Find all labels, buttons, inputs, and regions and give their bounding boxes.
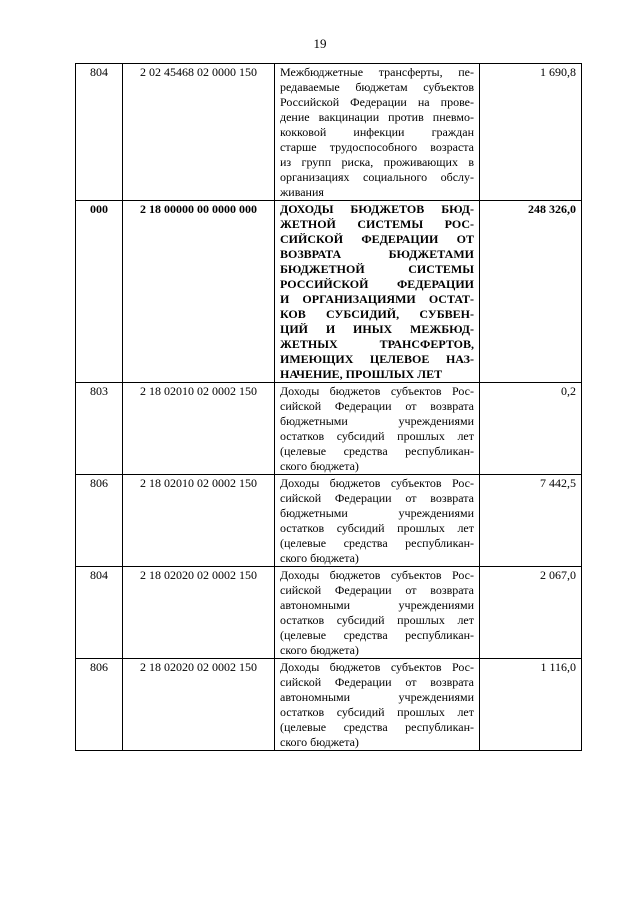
amount-cell: 0,2 <box>480 383 582 475</box>
revenue-name-line: ВОЗВРАТА БЮДЖЕТАМИ <box>280 247 474 261</box>
revenue-name-line: КОВ СУБСИДИЙ, СУБВЕН- <box>280 307 474 321</box>
table-row <box>76 567 582 659</box>
revenue-name-cell <box>275 659 480 751</box>
admin-code-cell: 000 <box>76 201 123 383</box>
table-row <box>76 475 582 567</box>
revenue-name-line: Межбюджетные трансферты, пе- <box>280 65 474 79</box>
revenue-name-line: редаваемые бюджетам субъектов <box>280 80 474 94</box>
revenue-name-line: Доходы бюджетов субъектов Рос- <box>280 660 474 674</box>
revenue-name-line: организациях социального обслу- <box>280 170 474 184</box>
revenue-name-line: (целевые средства республикан- <box>280 628 474 642</box>
revenue-name-line: бюджетными учреждениями <box>280 506 474 520</box>
page-number: 19 <box>313 36 327 51</box>
revenue-name-line: Доходы бюджетов субъектов Рос- <box>280 568 474 582</box>
revenue-name-line: Доходы бюджетов субъектов Рос- <box>280 476 474 490</box>
revenue-name-line: ского бюджета) <box>280 735 359 749</box>
revenue-name-line: (целевые средства республикан- <box>280 536 474 550</box>
revenue-name-line: остатков субсидий прошлых лет <box>280 521 474 535</box>
revenue-name-cell <box>275 383 480 475</box>
budget-code-cell: 2 18 02020 02 0002 150 <box>123 659 275 751</box>
revenue-name-line: остатков субсидий прошлых лет <box>280 705 474 719</box>
admin-code-cell: 804 <box>76 567 123 659</box>
revenue-name-line: ЖЕТНЫХ ТРАНСФЕРТОВ, <box>280 337 474 351</box>
revenue-name-line: Российской Федерации на прове- <box>280 95 474 109</box>
admin-code-cell: 806 <box>76 475 123 567</box>
revenue-name-line: сийской Федерации от возврата <box>280 399 474 413</box>
amount-cell: 1 690,8 <box>480 64 582 201</box>
table-row <box>76 64 582 201</box>
revenue-name-line: сийской Федерации от возврата <box>280 491 474 505</box>
revenue-name-cell <box>275 475 480 567</box>
budget-code-cell: 2 18 02010 02 0002 150 <box>123 475 275 567</box>
revenue-name-line: остатков субсидий прошлых лет <box>280 429 474 443</box>
revenue-name-cell <box>275 567 480 659</box>
table-row <box>76 383 582 475</box>
admin-code-cell: 806 <box>76 659 123 751</box>
revenue-name-line: И ОРГАНИЗАЦИЯМИ ОСТАТ- <box>280 292 474 306</box>
budget-table <box>75 63 582 751</box>
revenue-name-line: кокковой инфекции граждан <box>280 125 474 139</box>
revenue-name-line: БЮДЖЕТНОЙ СИСТЕМЫ <box>280 262 474 276</box>
revenue-name-line: (целевые средства республикан- <box>280 720 474 734</box>
budget-code-cell: 2 18 02010 02 0002 150 <box>123 383 275 475</box>
budget-code-cell: 2 02 45468 02 0000 150 <box>123 64 275 201</box>
revenue-name-cell <box>275 201 480 383</box>
table-row <box>76 659 582 751</box>
revenue-name-line: ЖЕТНОЙ СИСТЕМЫ РОС- <box>280 217 474 231</box>
revenue-name-line: сийской Федерации от возврата <box>280 583 474 597</box>
revenue-name-cell <box>275 64 480 201</box>
revenue-name-line: живания <box>280 185 324 199</box>
revenue-name-line: ЦИЙ И ИНЫХ МЕЖБЮД- <box>280 322 474 336</box>
revenue-name-line: автономными учреждениями <box>280 690 474 704</box>
revenue-name-line: ДОХОДЫ БЮДЖЕТОВ БЮД- <box>280 202 474 216</box>
revenue-name-line: автономными учреждениями <box>280 598 474 612</box>
revenue-name-line: НАЧЕНИЕ, ПРОШЛЫХ ЛЕТ <box>280 367 443 381</box>
budget-code-cell: 2 18 02020 02 0002 150 <box>123 567 275 659</box>
revenue-name-line: Доходы бюджетов субъектов Рос- <box>280 384 474 398</box>
revenue-name-line: (целевые средства республикан- <box>280 444 474 458</box>
budget-code-cell: 2 18 00000 00 0000 000 <box>123 201 275 383</box>
admin-code-cell: 803 <box>76 383 123 475</box>
budget-table-body <box>76 64 582 751</box>
revenue-name-line: остатков субсидий прошлых лет <box>280 613 474 627</box>
revenue-name-line: ского бюджета) <box>280 643 359 657</box>
admin-code-cell: 804 <box>76 64 123 201</box>
revenue-name-line: бюджетными учреждениями <box>280 414 474 428</box>
amount-cell: 7 442,5 <box>480 475 582 567</box>
amount-cell: 248 326,0 <box>480 201 582 383</box>
table-row <box>76 201 582 383</box>
amount-cell: 2 067,0 <box>480 567 582 659</box>
revenue-name-line: ского бюджета) <box>280 459 359 473</box>
revenue-name-line: дение вакцинации против пневмо- <box>280 110 474 124</box>
revenue-name-line: из групп риска, проживающих в <box>280 155 474 169</box>
revenue-name-line: старше трудоспособного возраста <box>280 140 474 154</box>
revenue-name-line: РОССИЙСКОЙ ФЕДЕРАЦИИ <box>280 277 474 291</box>
revenue-name-line: сийской Федерации от возврата <box>280 675 474 689</box>
revenue-name-line: ИМЕЮЩИХ ЦЕЛЕВОЕ НАЗ- <box>280 352 474 366</box>
revenue-name-line: СИЙСКОЙ ФЕДЕРАЦИИ ОТ <box>280 232 474 246</box>
amount-cell: 1 116,0 <box>480 659 582 751</box>
revenue-name-line: ского бюджета) <box>280 551 359 565</box>
